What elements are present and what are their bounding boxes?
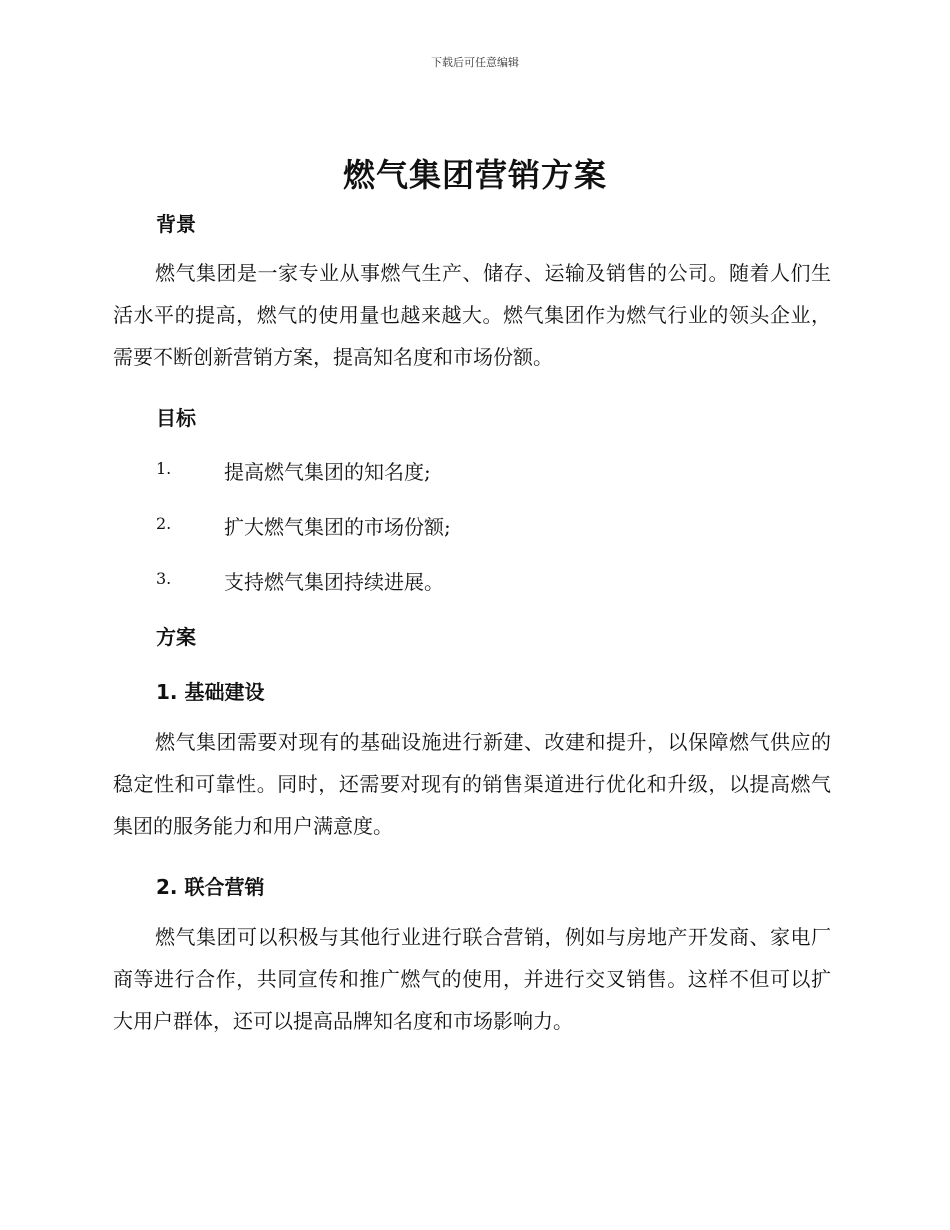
subsection-heading-joint-marketing: 2. 联合营销 [156, 875, 265, 899]
paragraph-infrastructure: 燃气集团需要对现有的基础设施进行新建、改建和提升，以保障燃气供应的稳定性和可靠性。同时，还需要对现有的销售渠道进行优化和升级，以提高燃气集团的服务能力和用户满意度。 [113, 730, 831, 838]
paragraph-background: 燃气集团是一家专业从事燃气生产、储存、运输及销售的公司。随着人们生活水平的提高，燃气的使用量也越来越大。燃气集团作为燃气行业的领头企业，需要不断创新营销方案，提高知名度和市场份额。 [113, 261, 831, 369]
section-heading-plan: 方案 [156, 625, 196, 649]
list-item-number: 3. [156, 569, 172, 588]
list-item-text: 提高燃气集团的知名度; [224, 460, 431, 484]
paragraph-joint-marketing: 燃气集团可以积极与其他行业进行联合营销，例如与房地产开发商、家电厂商等进行合作，共同宣传和推广燃气的使用，并进行交叉销售。这样不但可以扩大用户群体，还可以提高品牌知名度和市场影响力。 [113, 925, 831, 1033]
list-item-number: 1. [156, 459, 172, 478]
list-item-number: 2. [156, 514, 172, 533]
subsection-heading-infrastructure: 1. 基础建设 [156, 680, 265, 704]
list-item-text: 扩大燃气集团的市场份额; [224, 515, 451, 539]
page-title: 燃气集团营销方案 [342, 156, 607, 194]
list-item-text: 支持燃气集团持续进展。 [224, 570, 444, 594]
section-heading-background: 背景 [156, 212, 196, 236]
page-header: 下载后可任意编辑 [431, 56, 519, 69]
section-heading-goals: 目标 [156, 406, 196, 430]
